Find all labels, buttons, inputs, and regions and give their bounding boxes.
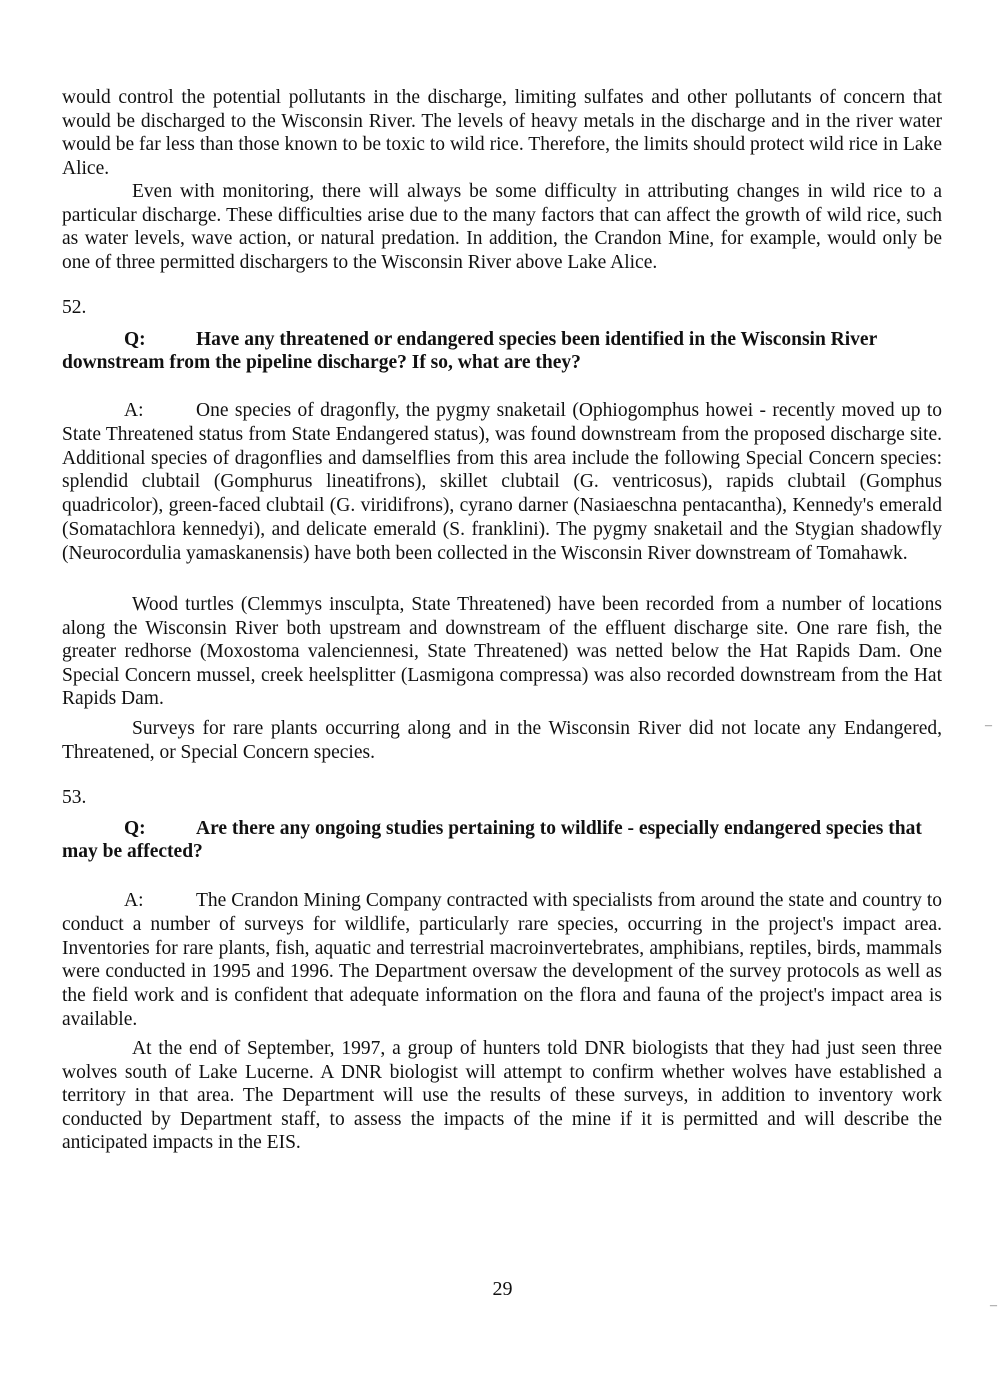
answer-52-part-1 bbox=[62, 399, 942, 566]
question-53 bbox=[62, 817, 942, 863]
margin-mark: – bbox=[990, 1298, 997, 1313]
answer-52-part-3: Surveys for rare plants occurring along and in the Wisconsin River did not locate any Endangered, Threatened, or Special Concern species. bbox=[62, 718, 942, 763]
answer-label: A: bbox=[124, 890, 144, 911]
paragraph-monitoring-difficulty: Even with monitoring, there will always be some difficulty in attributing changes in wild rice to a particular discharge. These difficulties arise due to the many factors that can affect the growth of wild rice, such as water levels, wave action, or natural predation. In addition, the Crandon Mine, for example, would only be one of three permitted dischargers to the Wisconsin River above Lake Alice. bbox=[62, 181, 942, 273]
question-text: Have any threatened or endangered species been identified in the Wisconsin River downstream from the pipeline discharge? If so, what are they? bbox=[62, 329, 877, 373]
question-label: Q: bbox=[124, 818, 146, 839]
question-text: Are there any ongoing studies pertaining to wildlife - especially endangered species that may be affected? bbox=[62, 818, 922, 862]
question-label: Q: bbox=[124, 329, 146, 350]
answer-52-part-2: Wood turtles (Clemmys insculpta, State Threatened) have been recorded from a number of locations along the Wisconsin River both upstream and downstream of the effluent discharge site. One rare fish, the greater redhorse (Moxostoma valenciennesi, State Threatened) was netted below the Hat Rapids Dam. One Special Concern mussel, creek heelsplitter (Lasmigona compressa) was also recorded downstream from the Hat Rapids Dam. bbox=[62, 594, 942, 710]
margin-mark: – bbox=[985, 718, 992, 733]
question-number-52: 52. bbox=[62, 297, 87, 318]
question-number-53: 53. bbox=[62, 787, 87, 808]
answer-53-part-1 bbox=[62, 889, 942, 1032]
page-number: 29 bbox=[492, 1278, 513, 1300]
answer-text: One species of dragonfly, the pygmy snaketail (Ophiogomphus howei - recently moved up to State Threatened status from State Endangered status), was found downstream from the proposed discharge site. Additional species of dragonflies and damselflies from this area include the following Special Concern species: splendid clubtail (Gomphurus lineatifrons), skillet clubtail (G. ventricosus), rapids clubtail (Gomphus quadricolor), green-faced clubtail (G. viridifrons), cyrano darner (Nasiaeschna pentacantha), Kennedy's emerald (Somatachlora kennedyi), and delicate emerald (S. franklini). The pygmy snaketail and the Stygian shadowfly (Neurocordulia yamaskanensis) have both been collected in the Wisconsin River downstream of Tomahawk. bbox=[62, 400, 942, 564]
question-52 bbox=[62, 328, 942, 374]
answer-text: The Crandon Mining Company contracted with specialists from around the state and country to conduct a number of surveys for wildlife, particularly rare species, occurring in the project's impact area. Inventories for rare plants, fish, aquatic and terrestrial macroinvertebrates, amphibians, reptiles, birds, mammals were conducted in 1995 and 1996. The Department oversaw the development of the survey protocols as well as the field work and is confident that adequate information on the flora and fauna of the project's impact area is available. bbox=[62, 890, 942, 1030]
answer-label: A: bbox=[124, 400, 144, 421]
answer-53-part-2: At the end of September, 1997, a group of hunters told DNR biologists that they had just seen three wolves south of Lake Lucerne. A DNR biologist will attempt to confirm whether wolves have established a territory in that area. The Department will use the results of these surveys, in addition to inventory work conducted by Department staff, to assess the impacts of the mine if it is permitted and will describe the anticipated impacts in the EIS. bbox=[62, 1038, 942, 1154]
paragraph-wild-rice-limits: would control the potential pollutants in the discharge, limiting sulfates and other pollutants of concern that would be discharged to the Wisconsin River. The levels of heavy metals in the discharge and in the river water would be far less than those known to be toxic to wild rice. Therefore, the limits should protect wild rice in Lake Alice. bbox=[62, 87, 942, 179]
